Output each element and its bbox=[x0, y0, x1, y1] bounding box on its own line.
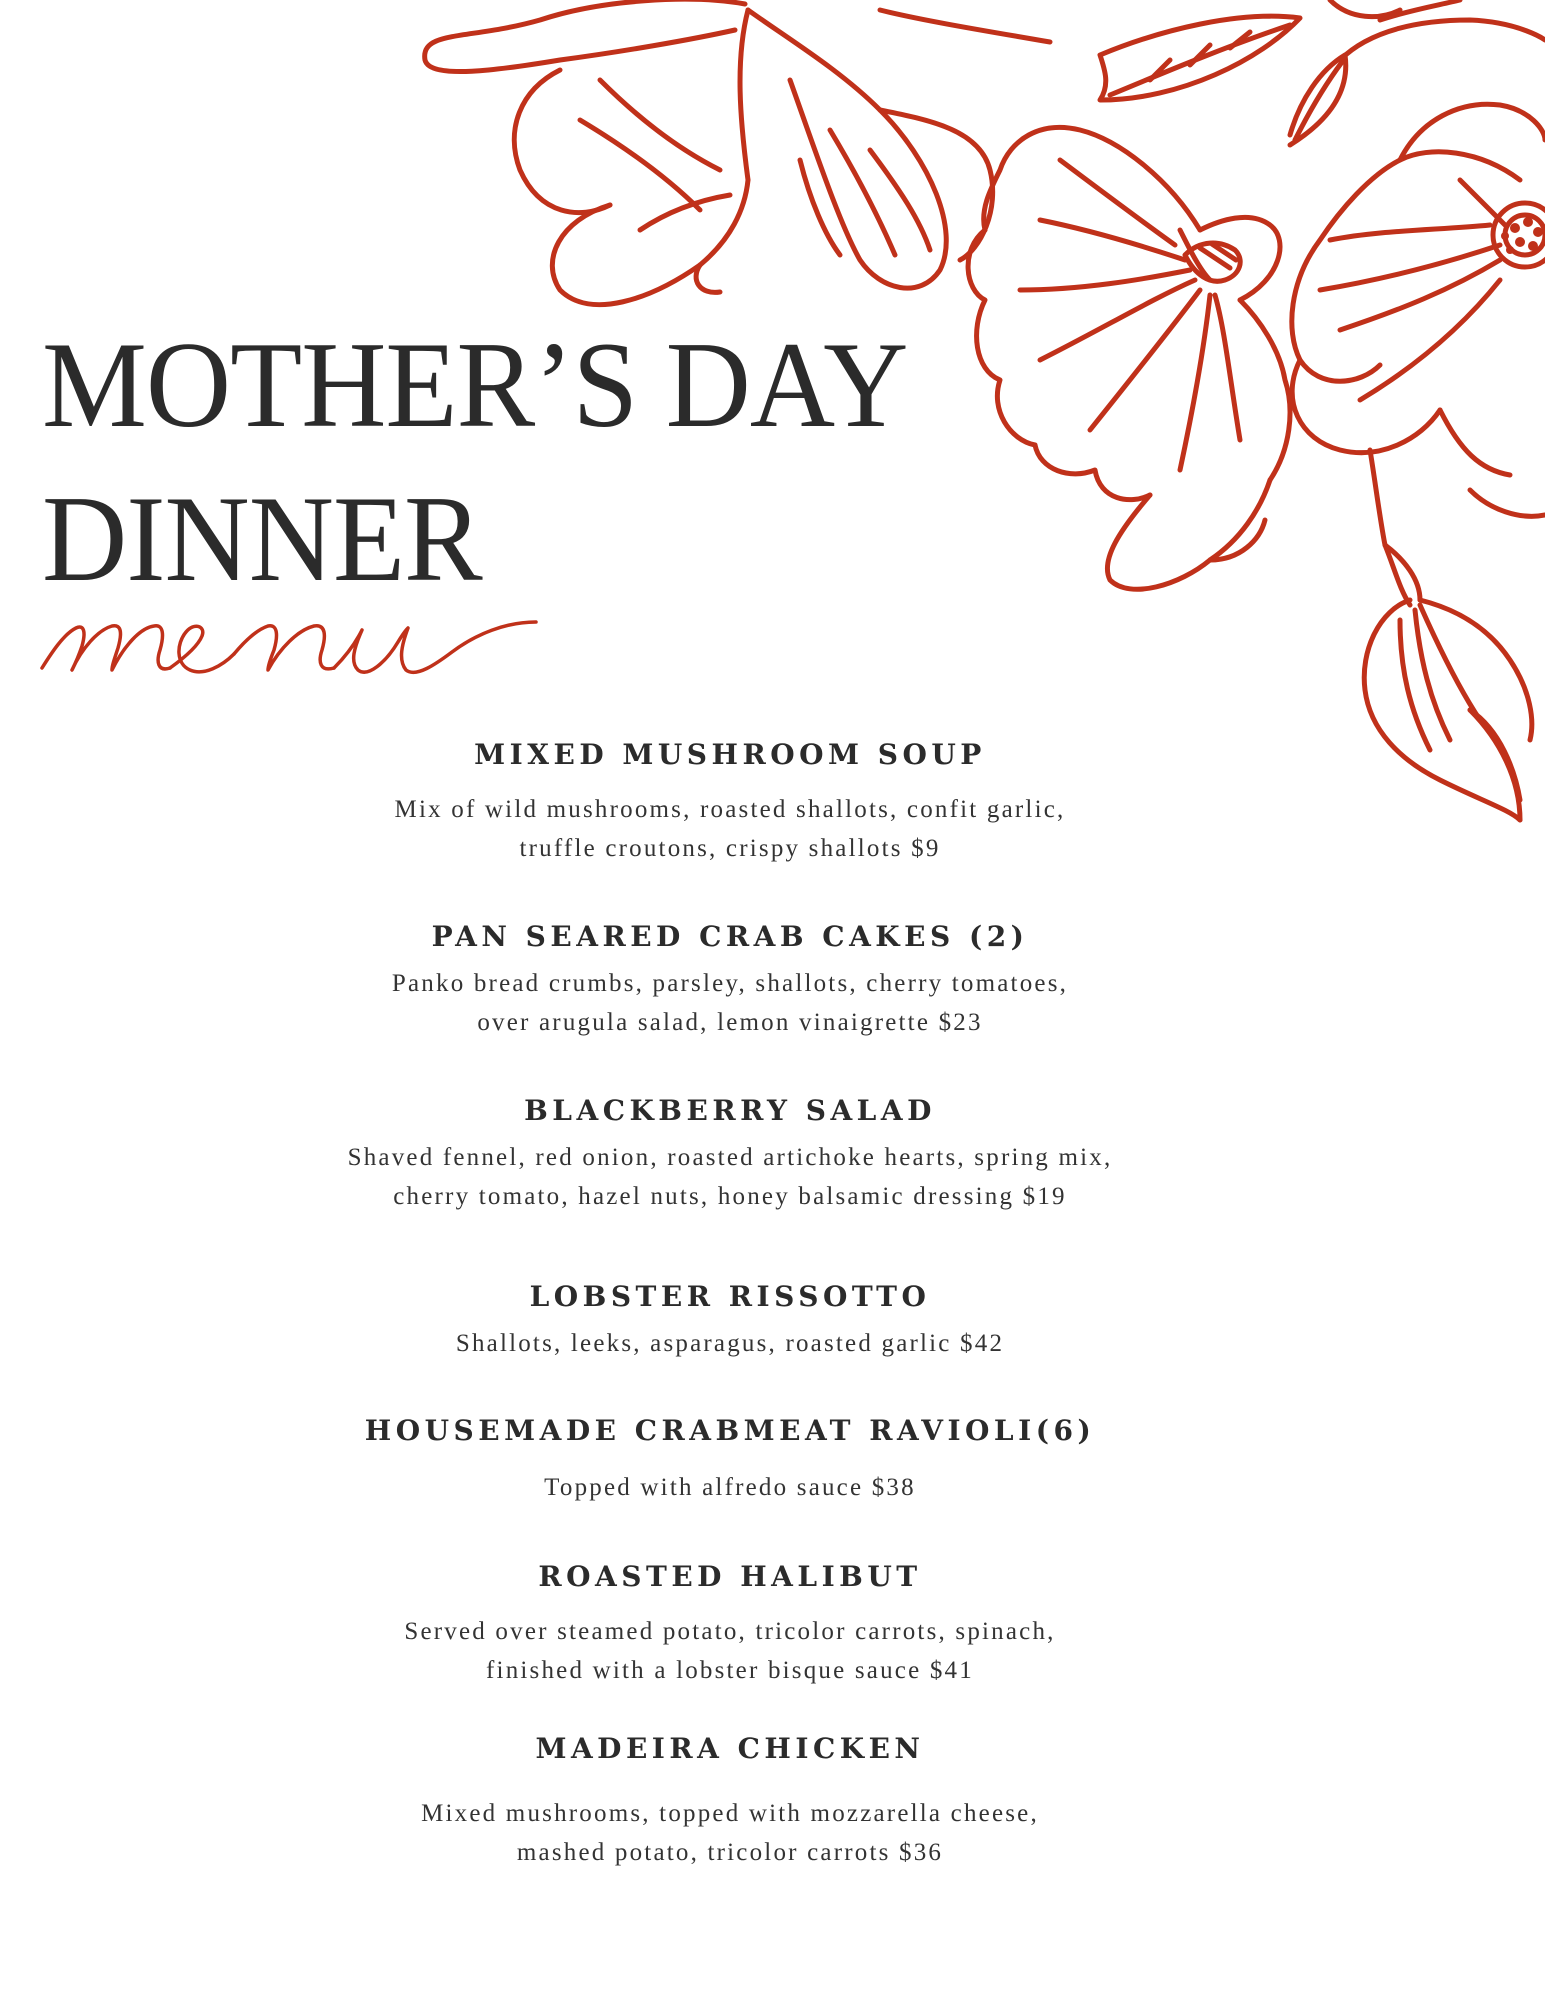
menu-item-description bbox=[0, 1138, 1460, 1216]
menu-item-name: MADEIRA CHICKEN bbox=[535, 1732, 925, 1765]
menu-title-line-1: MOTHER’S DAY bbox=[42, 316, 908, 453]
menu-item-description-line: Shaved fennel, red onion, roasted artichoke hearts, spring mix, bbox=[347, 1144, 1113, 1171]
menu-item-description bbox=[0, 1324, 1460, 1363]
menu-item-name: MIXED MUSHROOM SOUP bbox=[474, 738, 986, 771]
menu-item-name: BLACKBERRY SALAD bbox=[524, 1094, 936, 1127]
menu-item-name: ROASTED HALIBUT bbox=[538, 1560, 922, 1593]
menu-item-name: LOBSTER RISSOTTO bbox=[529, 1280, 931, 1313]
menu-item-description-line: Panko bread crumbs, parsley, shallots, cherry tomatoes, bbox=[391, 970, 1069, 997]
menu-item-description bbox=[0, 790, 1460, 868]
menu-item-description-line: cherry tomato, hazel nuts, honey balsamic dressing $19 bbox=[393, 1183, 1067, 1210]
menu-item-description bbox=[0, 1468, 1460, 1507]
menu-script-lettering bbox=[36, 592, 556, 702]
menu-item-description-line: Mixed mushrooms, topped with mozzarella cheese, bbox=[421, 1800, 1039, 1827]
menu-item-description bbox=[0, 1794, 1460, 1872]
menu-item-description-line: Mix of wild mushrooms, roasted shallots, confit garlic, bbox=[394, 796, 1066, 823]
menu-item-description-line: finished with a lobster bisque sauce $41 bbox=[486, 1657, 974, 1684]
menu-title-line-2: DINNER bbox=[42, 470, 482, 607]
menu-item-description-line: Served over steamed potato, tricolor carrots, spinach, bbox=[404, 1618, 1056, 1645]
menu-item-description bbox=[0, 964, 1460, 1042]
menu-item-description bbox=[0, 1612, 1460, 1690]
menu-item-name: PAN SEARED CRAB CAKES (2) bbox=[431, 920, 1029, 953]
menu-item-description-line: Shallots, leeks, asparagus, roasted garlic $42 bbox=[455, 1330, 1005, 1357]
menu-item-description-line: over arugula salad, lemon vinaigrette $23 bbox=[477, 1009, 983, 1036]
menu-item-description-line: Topped with alfredo sauce $38 bbox=[544, 1474, 916, 1501]
menu-item-description-line: truffle croutons, crispy shallots $9 bbox=[519, 835, 941, 862]
menu-item-description-line: mashed potato, tricolor carrots $36 bbox=[516, 1839, 944, 1866]
menu-item-name: HOUSEMADE CRABMEAT RAVIOLI(6) bbox=[364, 1414, 1096, 1447]
